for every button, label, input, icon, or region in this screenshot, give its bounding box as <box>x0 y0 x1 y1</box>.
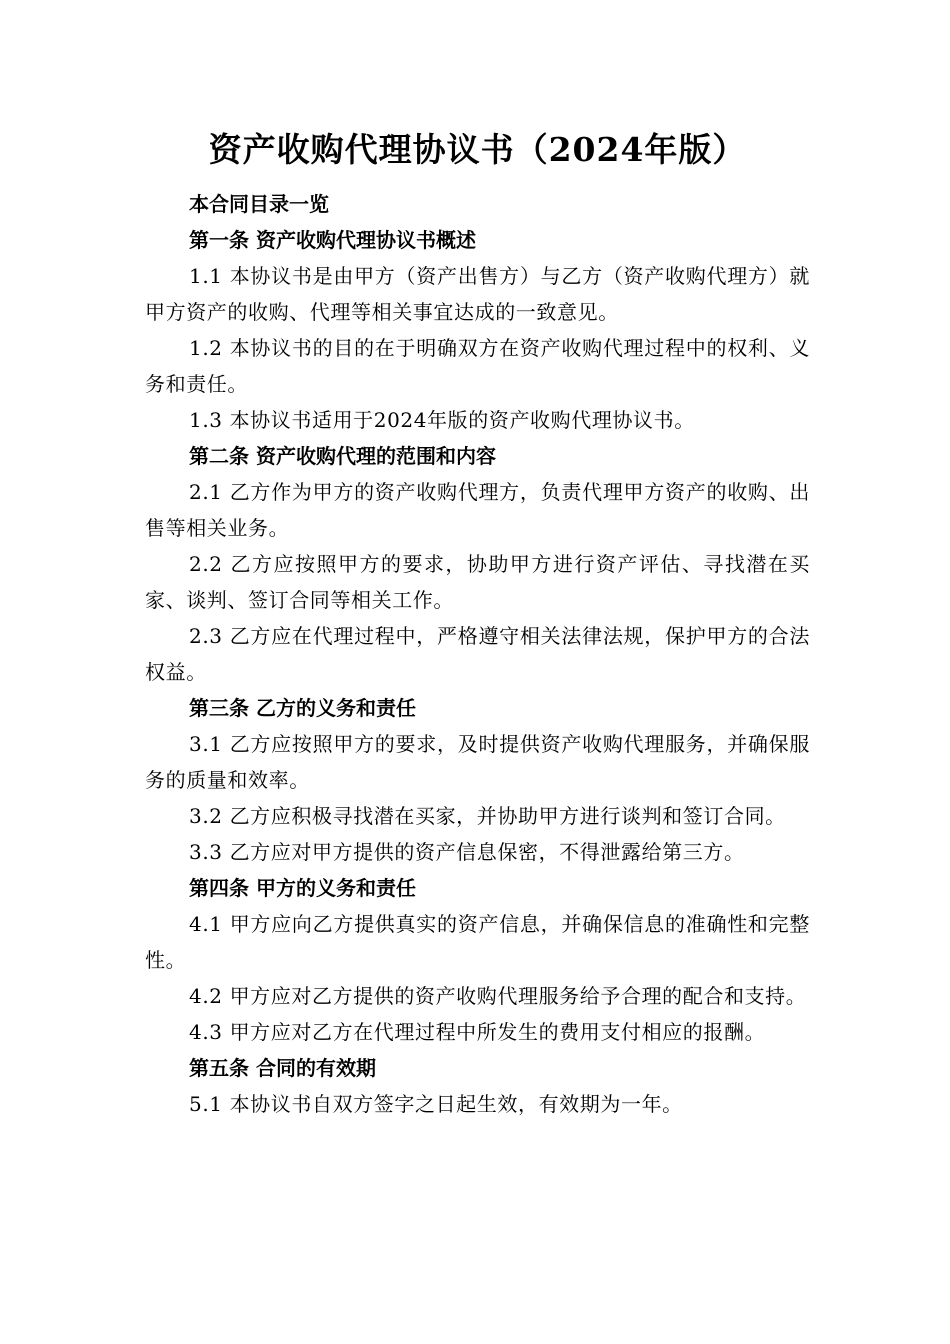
clause-3-1: 3.1 乙方应按照甲方的要求，及时提供资产收购代理服务，并确保服务的质量和效率。 <box>145 732 810 792</box>
section-heading: 第二条 资产收购代理的范围和内容 <box>189 444 496 468</box>
section-heading: 第五条 合同的有效期 <box>189 1056 376 1080</box>
clause-3-3: 3.3 乙方应对甲方提供的资产信息保密，不得泄露给第三方。 <box>189 840 745 864</box>
clause-3-2: 3.2 乙方应积极寻找潜在买家，并协助甲方进行谈判和签订合同。 <box>189 804 786 828</box>
clause-1-3: 1.3 本协议书适用于2024年版的资产收购代理协议书。 <box>189 408 695 432</box>
document-title: 资产收购代理协议书（2024年版） <box>208 130 747 169</box>
section-3 <box>145 690 810 870</box>
section-heading: 第四条 甲方的义务和责任 <box>189 876 416 900</box>
clause-4-1: 4.1 甲方应向乙方提供真实的资产信息，并确保信息的准确性和完整性。 <box>145 912 810 972</box>
toc-heading: 本合同目录一览 <box>189 192 329 216</box>
section-2 <box>145 438 810 690</box>
clause-5-1: 5.1 本协议书自双方签字之日起生效，有效期为一年。 <box>189 1092 683 1116</box>
clause-1-2: 1.2 本协议书的目的在于明确双方在资产收购代理过程中的权利、义务和责任。 <box>145 336 810 396</box>
section-1 <box>145 222 810 438</box>
section-4 <box>145 870 810 1050</box>
document-page <box>145 128 810 1122</box>
section-heading: 第一条 资产收购代理协议书概述 <box>189 228 476 252</box>
clause-4-3: 4.3 甲方应对乙方在代理过程中所发生的费用支付相应的报酬。 <box>189 1020 766 1044</box>
clause-2-3: 2.3 乙方应在代理过程中，严格遵守相关法律法规，保护甲方的合法权益。 <box>145 624 810 684</box>
clause-1-1: 1.1 本协议书是由甲方（资产出售方）与乙方（资产收购代理方）就甲方资产的收购、代理等相关事宜达成的一致意见。 <box>145 264 810 324</box>
clause-2-2: 2.2 乙方应按照甲方的要求，协助甲方进行资产评估、寻找潜在买家、谈判、签订合同等相关工作。 <box>145 552 810 612</box>
section-heading: 第三条 乙方的义务和责任 <box>189 696 416 720</box>
section-5 <box>145 1050 810 1122</box>
clause-4-2: 4.2 甲方应对乙方提供的资产收购代理服务给予合理的配合和支持。 <box>189 984 807 1008</box>
clause-2-1: 2.1 乙方作为甲方的资产收购代理方，负责代理甲方资产的收购、出售等相关业务。 <box>145 480 810 540</box>
